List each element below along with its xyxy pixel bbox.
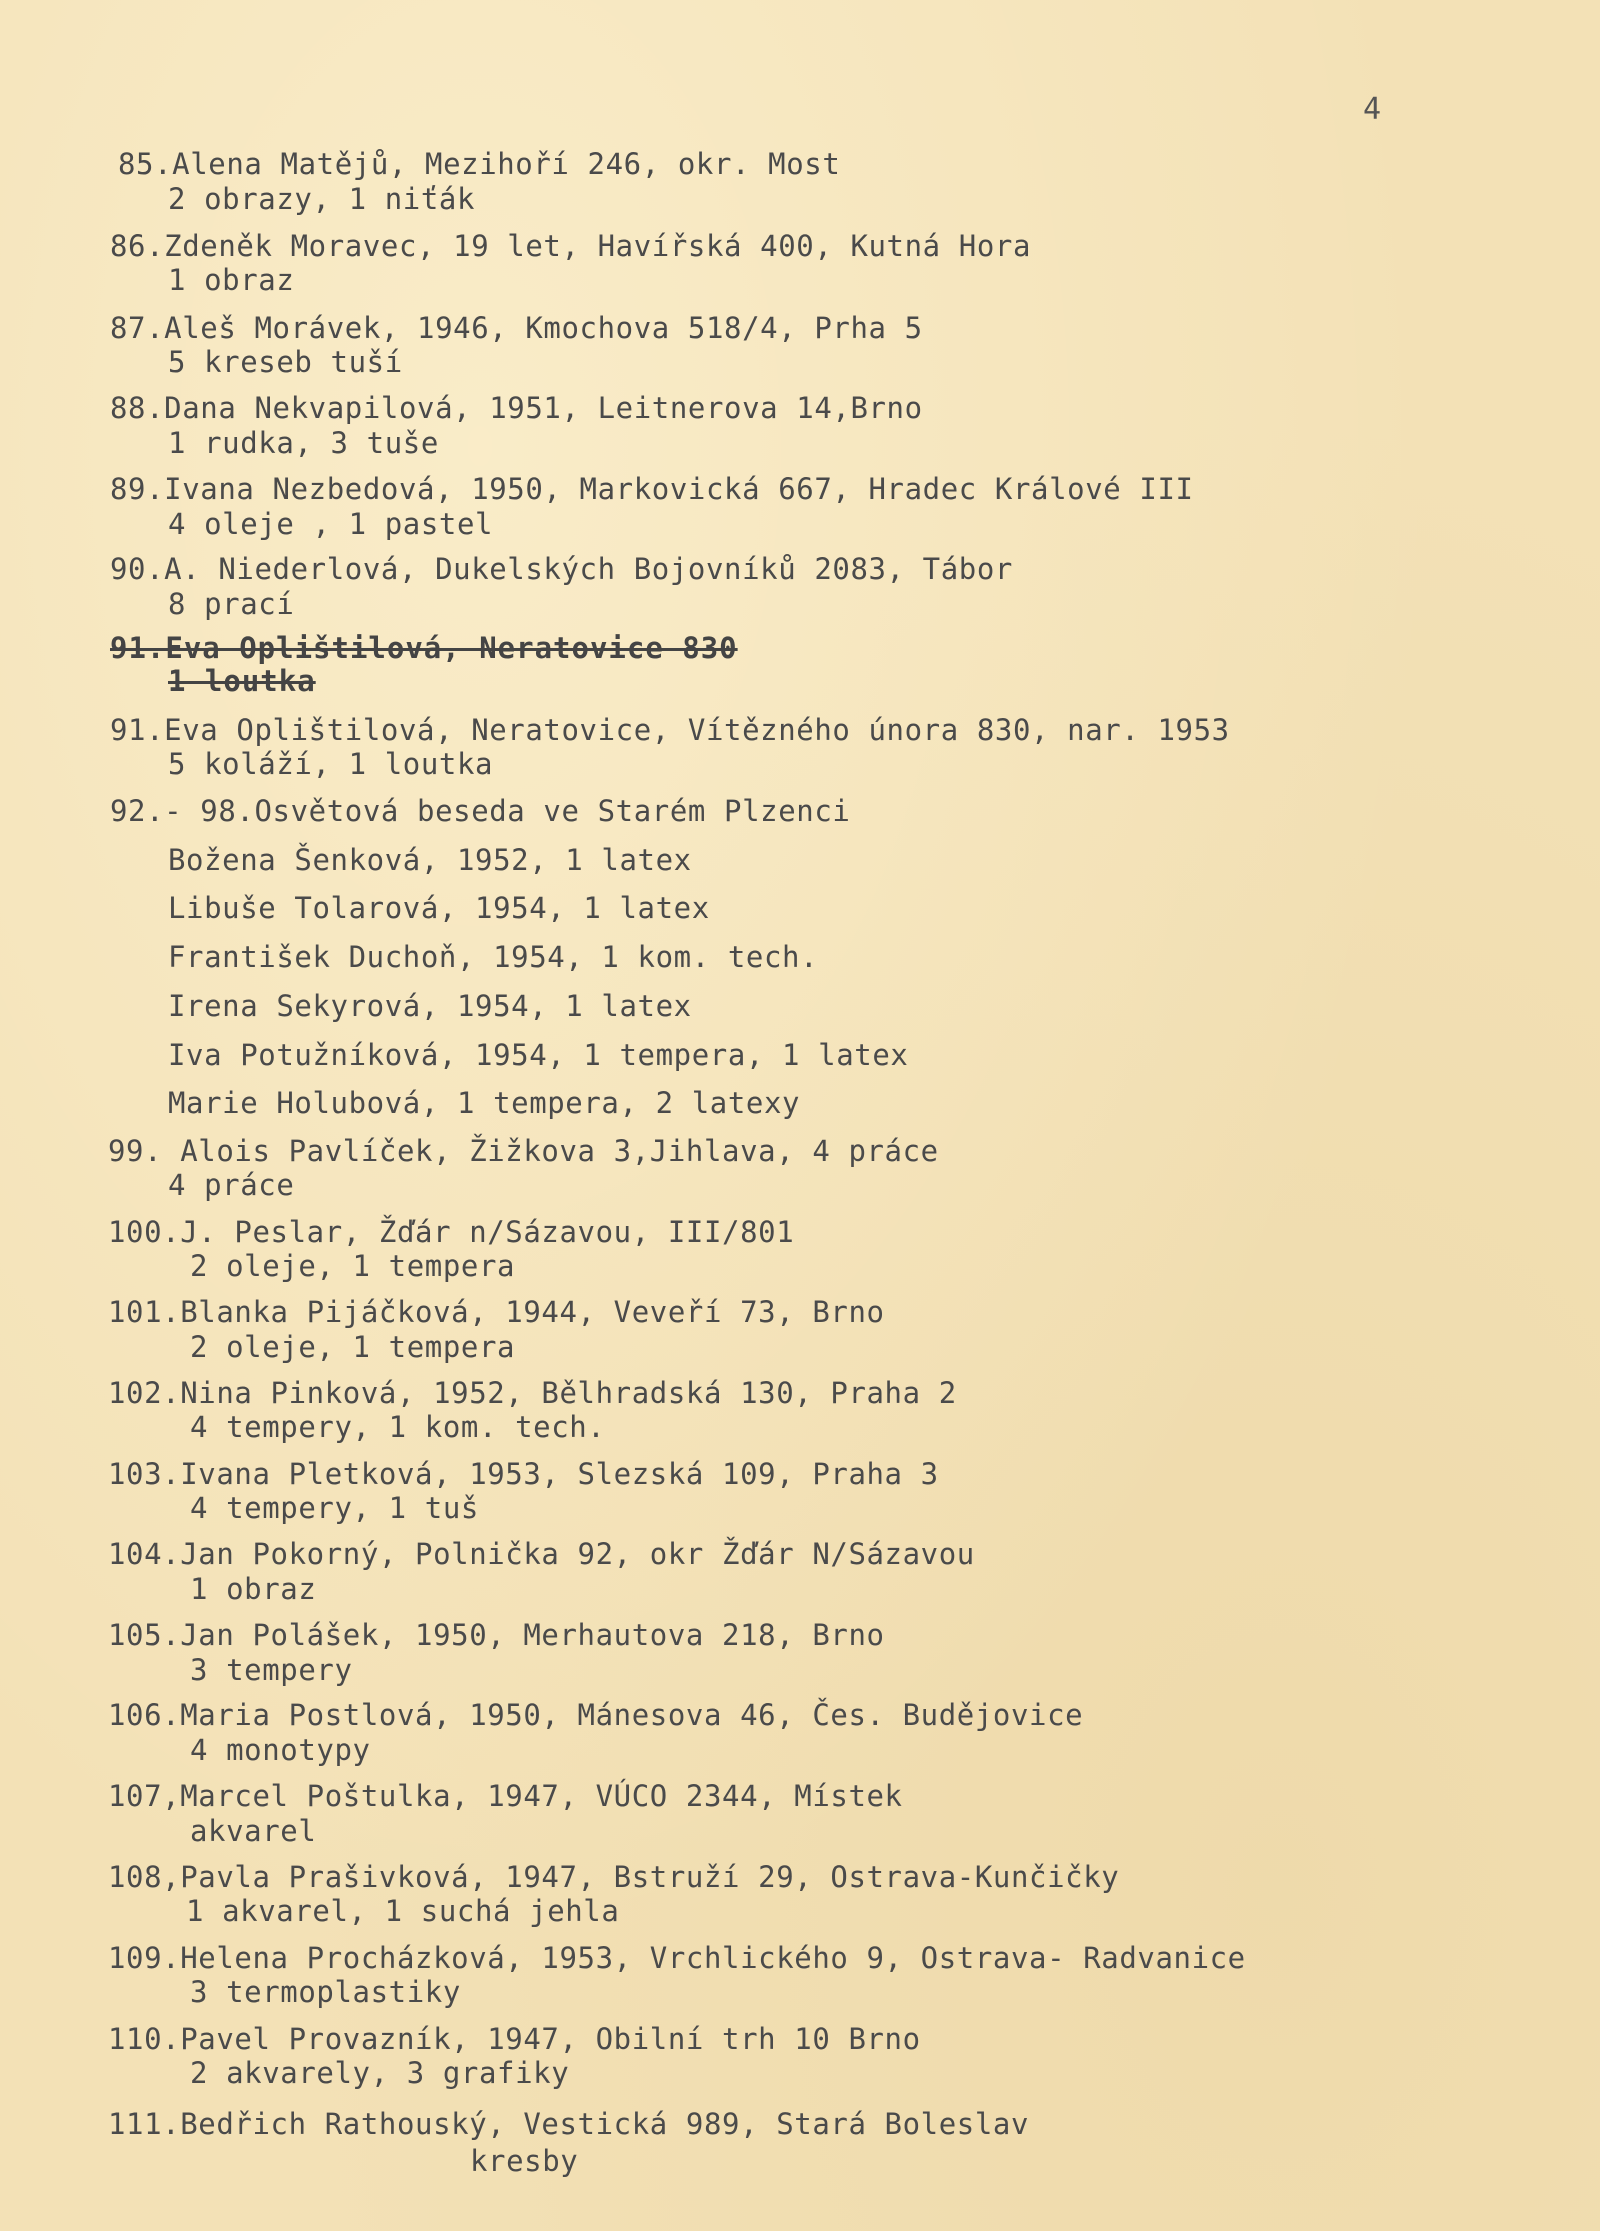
- list-entry-89: 89.Ivana Nezbedová, 1950, Markovická 667, Hradec Králové III: [110, 472, 1194, 506]
- entry-works: 3 tempery: [190, 1653, 353, 1687]
- entry-works: 2 akvarely, 3 grafiky: [190, 2056, 570, 2090]
- sub-entry: Božena Šenková, 1952, 1 latex: [168, 843, 692, 877]
- struck-out-entry-works: 1 loutka: [168, 664, 316, 698]
- entry-works: 3 termoplastiky: [190, 1975, 461, 2009]
- entry-works: 4 oleje , 1 pastel: [168, 507, 494, 541]
- list-entry-92-98: 92.- 98.Osvětová beseda ve Starém Plzenci: [110, 794, 851, 828]
- entry-works: 4 monotypy: [190, 1733, 371, 1767]
- list-entry-87: 87.Aleš Morávek, 1946, Kmochova 518/4, Prha 5: [110, 311, 923, 345]
- list-entry-106: 106.Maria Postlová, 1950, Mánesova 46, Čes. Budějovice: [108, 1698, 1084, 1732]
- entry-works: 4 tempery, 1 kom. tech.: [190, 1410, 606, 1444]
- list-entry-88: 88.Dana Nekvapilová, 1951, Leitnerova 14,Brno: [110, 391, 923, 425]
- sub-entry: Iva Potužníková, 1954, 1 tempera, 1 latex: [168, 1038, 909, 1072]
- sub-entry: Irena Sekyrová, 1954, 1 latex: [168, 989, 692, 1023]
- list-entry-85: 85.Alena Matějů, Mezihoří 246, okr. Most: [118, 147, 841, 181]
- list-entry-102: 102.Nina Pinková, 1952, Bělhradská 130, Praha 2: [108, 1376, 957, 1410]
- entry-works: akvarel: [190, 1814, 317, 1848]
- list-entry-90: 90.A. Niederlová, Dukelských Bojovníků 2083, Tábor: [110, 552, 1013, 586]
- entry-works: 2 obrazy, 1 niťák: [168, 182, 476, 216]
- list-entry-110: 110.Pavel Provazník, 1947, Obilní trh 10 Brno: [108, 2022, 921, 2056]
- list-entry-99: 99. Alois Pavlíček, Žižkova 3,Jihlava, 4 práce: [108, 1134, 939, 1168]
- entry-works: kresby: [470, 2144, 579, 2178]
- entry-works: 2 oleje, 1 tempera: [190, 1249, 516, 1283]
- struck-out-entry: 91.Eva Oplištilová, Neratovice 830: [110, 631, 738, 665]
- list-entry-111: 111.Bedřich Rathouský, Vestická 989, Stará Boleslav: [108, 2107, 1030, 2141]
- list-entry-91: 91.Eva Oplištilová, Neratovice, Vítězného února 830, nar. 1953: [110, 713, 1230, 747]
- entry-works: 4 práce: [168, 1168, 295, 1202]
- sub-entry: František Duchoň, 1954, 1 kom. tech.: [168, 940, 819, 974]
- entry-works: 5 koláží, 1 loutka: [168, 747, 494, 781]
- list-entry-109: 109.Helena Procházková, 1953, Vrchlického 9, Ostrava- Radvanice: [108, 1941, 1246, 1975]
- entry-works: 8 prací: [168, 587, 295, 621]
- list-entry-100: 100.J. Peslar, Žďár n/Sázavou, III/801: [108, 1215, 795, 1249]
- list-entry-101: 101.Blanka Pijáčková, 1944, Veveří 73, Brno: [108, 1295, 885, 1329]
- list-entry-86: 86.Zdeněk Moravec, 19 let, Havířská 400, Kutná Hora: [110, 229, 1032, 263]
- sub-entry: Marie Holubová, 1 tempera, 2 latexy: [168, 1086, 801, 1120]
- entry-works: 1 obraz: [168, 263, 295, 297]
- entry-works: 5 kreseb tuší: [168, 345, 403, 379]
- page-number: 4: [1363, 92, 1382, 127]
- entry-works: 4 tempery, 1 tuš: [190, 1491, 479, 1525]
- list-entry-104: 104.Jan Pokorný, Polnička 92, okr Žďár N/Sázavou: [108, 1537, 975, 1571]
- entry-works: 1 akvarel, 1 suchá jehla: [186, 1894, 620, 1928]
- entry-works: 1 obraz: [190, 1572, 317, 1606]
- list-entry-103: 103.Ivana Pletková, 1953, Slezská 109, Praha 3: [108, 1457, 939, 1491]
- list-entry-105: 105.Jan Polášek, 1950, Merhautova 218, Brno: [108, 1618, 885, 1652]
- entry-works: 2 oleje, 1 tempera: [190, 1330, 516, 1364]
- list-entry-107: 107,Marcel Poštulka, 1947, VÚCO 2344, Místek: [108, 1779, 903, 1813]
- entry-works: 1 rudka, 3 tuše: [168, 426, 439, 460]
- list-entry-108: 108,Pavla Prašivková, 1947, Bstruží 29, Ostrava-Kunčičky: [108, 1860, 1120, 1894]
- sub-entry: Libuše Tolarová, 1954, 1 latex: [168, 891, 710, 925]
